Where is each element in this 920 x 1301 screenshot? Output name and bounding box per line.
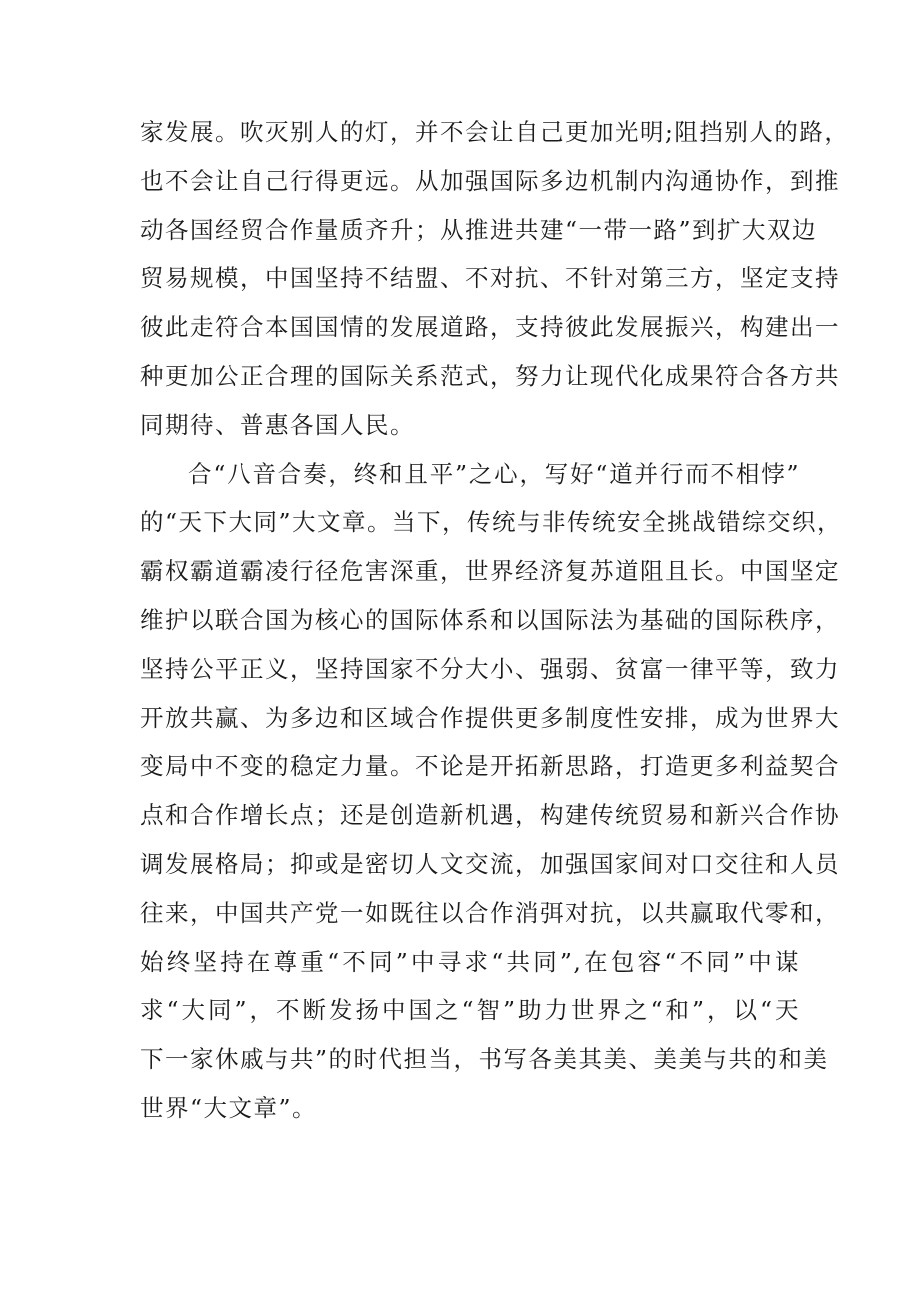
paragraph-1-line-5: 彼此走符合本国国情的发展道路，支持彼此发展振兴，构建出一 [140, 313, 840, 342]
paragraph-2-line-8: 点和合作增长点；还是创造新机遇，构建传统贸易和新兴合作协 [140, 801, 840, 830]
paragraph-2-line-12: 求“大同”，不断发扬中国之“智”助力世界之“和”，以“天 [140, 996, 800, 1025]
paragraph-1-line-7: 同期待、普惠各国人民。 [140, 410, 415, 439]
paragraph-2-line-7: 变局中不变的稳定力量。不论是开拓新思路，打造更多利益契合 [140, 752, 840, 781]
paragraph-2-line-2: 的“天下大同”大文章。当下，传统与非传统安全挑战错综交织， [140, 508, 843, 537]
paragraph-2-line-1: 合“八音合奏，终和且平”之心，写好“道并行而不相悖” [188, 459, 800, 488]
paragraph-1-line-4: 贸易规模，中国坚持不结盟、不对抗、不针对第三方，坚定支持 [140, 264, 840, 293]
paragraph-1-line-2: 也不会让自己行得更远。从加强国际多边机制内沟通协作，到推 [140, 166, 840, 195]
paragraph-2-line-3: 霸权霸道霸凌行径危害深重，世界经济复苏道阻且长。中国坚定 [140, 557, 840, 586]
paragraph-2-line-9: 调发展格局；抑或是密切人文交流，加强国家间对口交往和人员 [140, 849, 840, 878]
paragraph-2-line-14: 世界“大文章”。 [140, 1093, 318, 1122]
paragraph-1-line-1: 家发展。吹灭别人的灯，并不会让自己更加光明;阻挡别人的路， [140, 118, 850, 146]
paragraph-2-line-6: 开放共赢、为多边和区域合作提供更多制度性安排，成为世界大 [140, 703, 840, 732]
paragraph-2-line-13: 下一家休戚与共”的时代担当，书写各美其美、美美与共的和美 [140, 1045, 829, 1074]
paragraph-2-line-5: 坚持公平正义，坚持国家不分大小、强弱、贫富一律平等，致力 [140, 654, 840, 683]
paragraph-1-line-6: 种更加公正合理的国际关系范式，努力让现代化成果符合各方共 [140, 361, 840, 390]
paragraph-2-line-11: 始终坚持在尊重“不同”中寻求“共同”,在包容“不同”中谋 [140, 947, 800, 976]
paragraph-2-line-10: 往来，中国共产党一如既往以合作消弭对抗，以共赢取代零和， [140, 898, 840, 927]
paragraph-2-line-4: 维护以联合国为核心的国际体系和以国际法为基础的国际秩序， [140, 605, 840, 634]
body-text [140, 108, 850, 1133]
paragraph-1-line-3: 动各国经贸合作量质齐升；从推进共建“一带一路”到扩大双边 [140, 215, 818, 244]
